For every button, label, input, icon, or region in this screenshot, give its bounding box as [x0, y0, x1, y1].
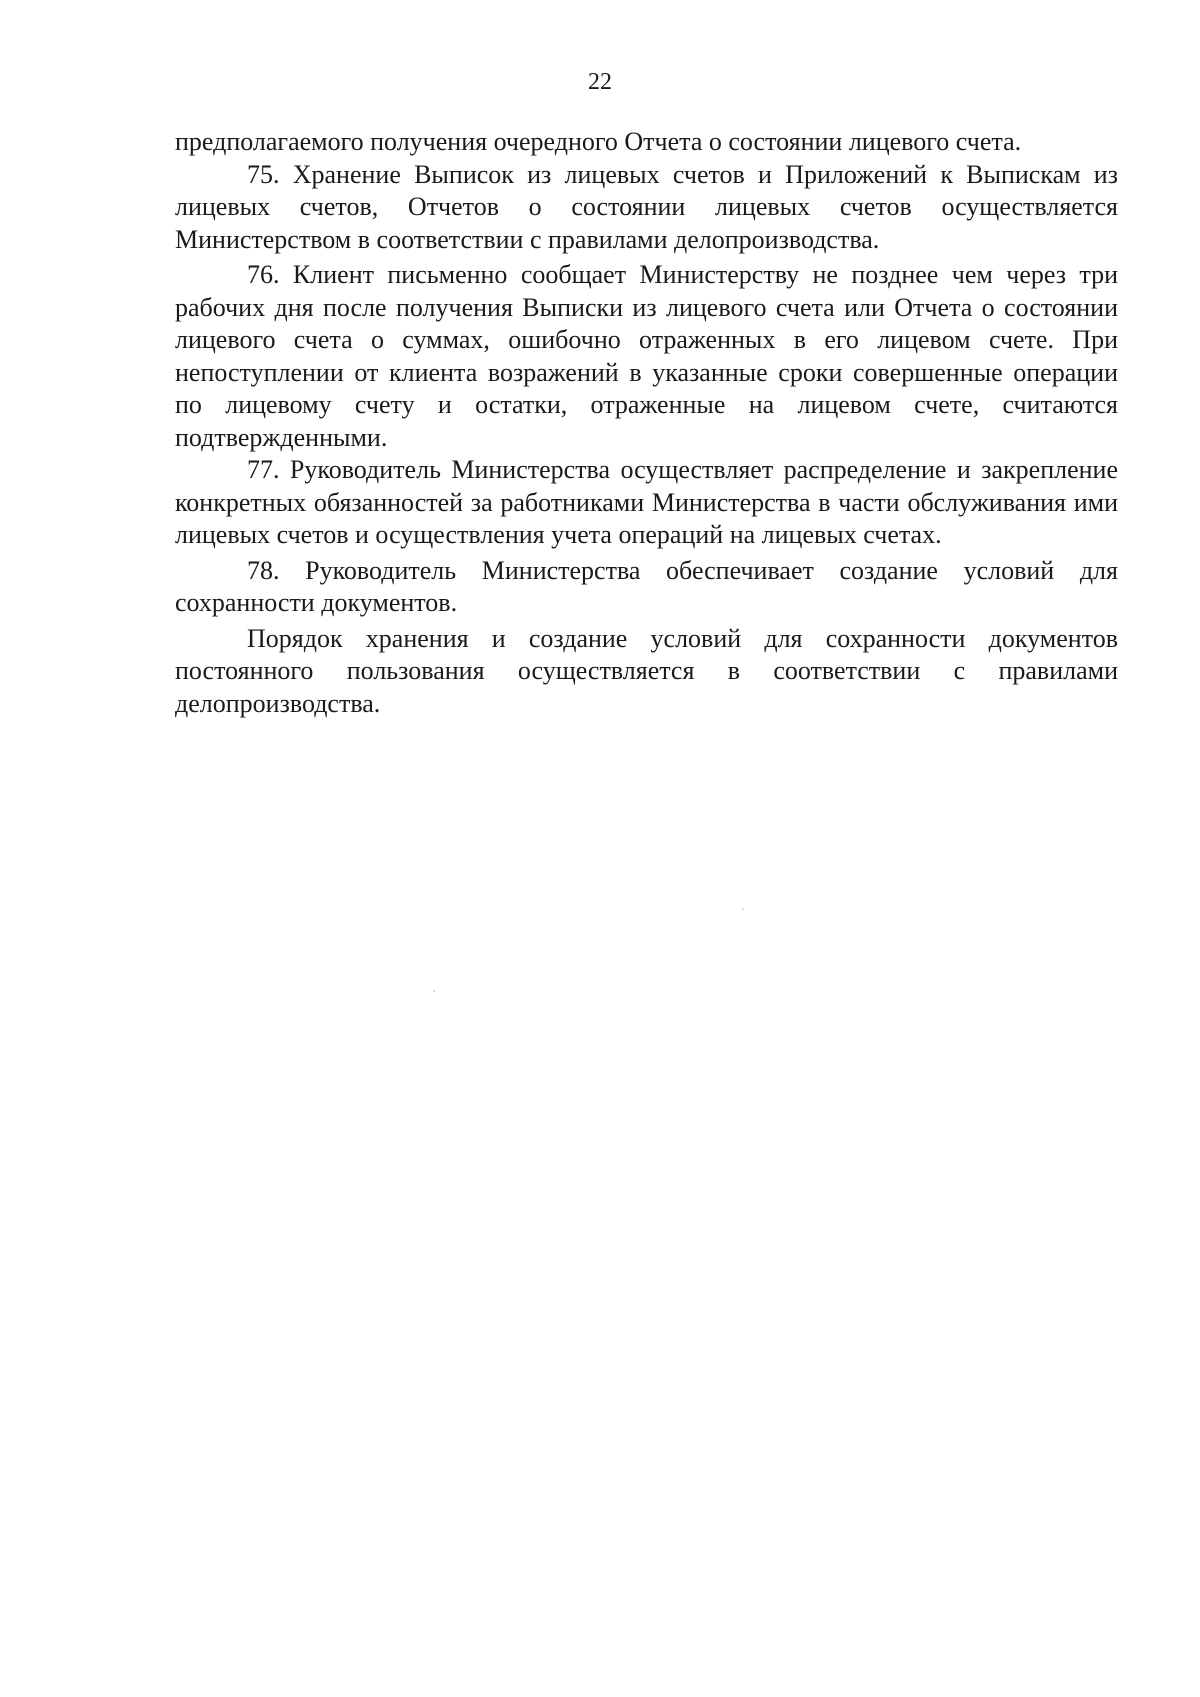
- document-body: [175, 126, 1118, 720]
- paragraph-storage-order: Порядок хранения и создание условий для сохранности документов постоянного пользования осуществляется в соответствии с правилами делопроизводства.: [175, 623, 1118, 718]
- page-number: 22: [588, 69, 612, 95]
- paragraph-76: 76. Клиент письменно сообщает Министерству не позднее чем через три рабочих дня после получения Выписки из лицевого счета или Отчета о состоянии лицевого счета о суммах, ошибочно отраженных в его лицевом счете. При непоступлении от клиента возражений в указанные сроки совершенные операции по лицевому счету и остатки, отраженные на лицевом счете, считаются подтвержденными.: [175, 260, 1118, 452]
- paragraph-78: 78. Руководитель Министерства обеспечивает создание условий для сохранности документов.: [175, 555, 1118, 617]
- paragraph-continuation: предполагаемого получения очередного Отчета о состоянии лицевого счета.: [175, 127, 1022, 156]
- paragraph-77: 77. Руководитель Министерства осуществляет распределение и закрепление конкретных обязанностей за работниками Министерства в части обслуживания ими лицевых счетов и осуществления учета операций на лицевых счетах.: [175, 455, 1118, 549]
- scan-speck: [433, 990, 435, 992]
- scan-speck: [742, 908, 744, 910]
- paragraph-75: 75. Хранение Выписок из лицевых счетов и Приложений к Выпискам из лицевых счетов, Отчетов о состоянии лицевых счетов осуществляется Министерством в соответствии с правилами делопроизводства.: [175, 159, 1118, 254]
